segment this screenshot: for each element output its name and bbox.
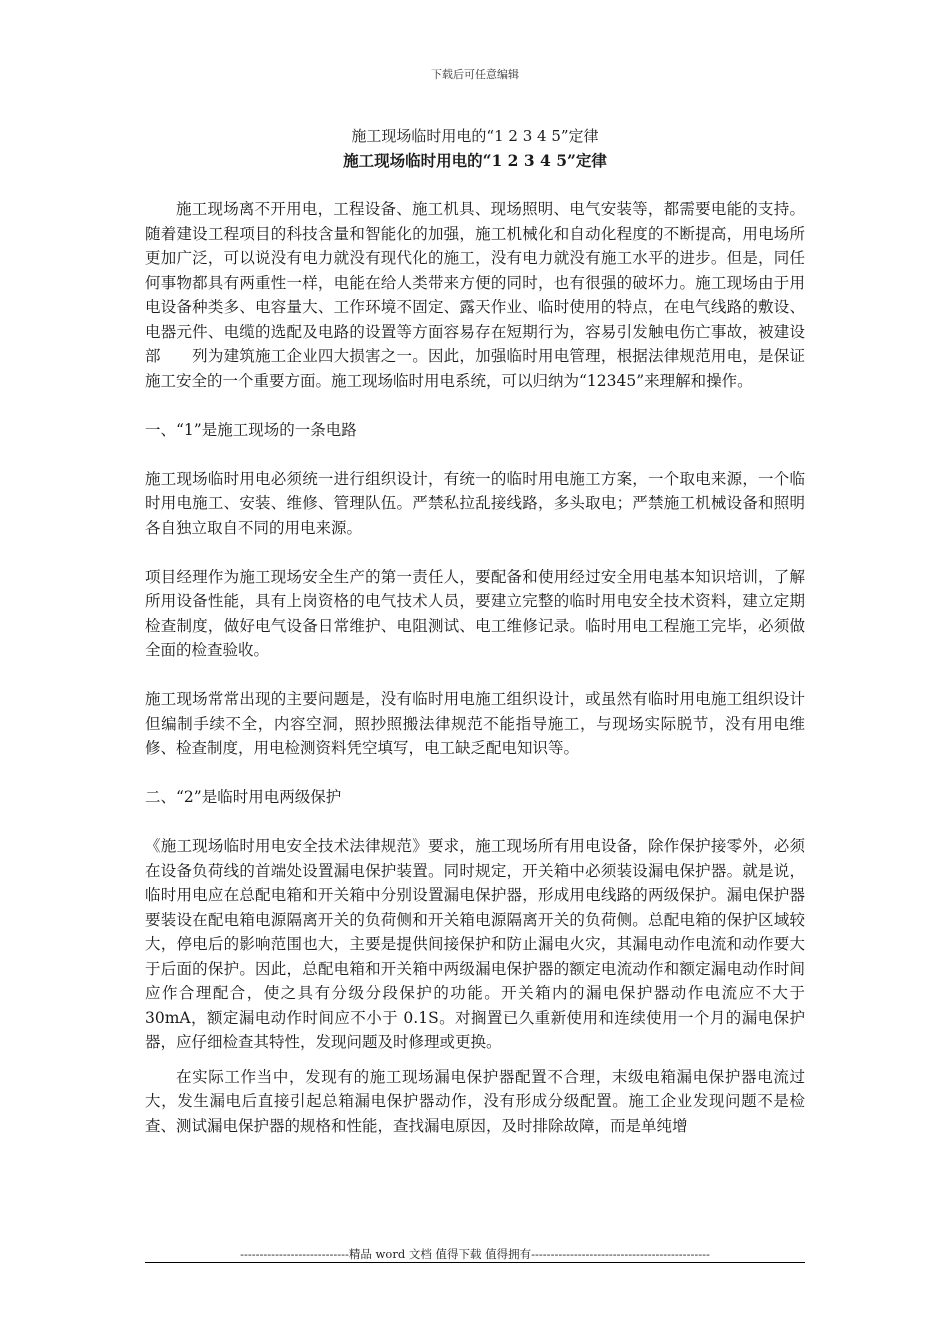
section-2-paragraph-2: 在实际工作当中，发现有的施工现场漏电保护器配置不合理，末级电箱漏电保护器电流过大，发生漏电后直接引起总箱漏电保护器动作，没有形成分级配置。施工企业发现问题不是检查、测试漏电保护器的规格和性能，查找漏电原因，及时排除故障，而是单纯增	[145, 1067, 805, 1135]
document-title: 施工现场临时用电的“1 2 3 4 5”定律	[351, 127, 599, 145]
intro-paragraph: 施工现场离不开用电，工程设备、施工机具、现场照明、电气安装等，都需要电能的支持。随着建设工程项目的科技含量和智能化的加强，施工机械化和自动化程度的不断提高，用电场所更加广泛，可以说没有电力就没有现代化的施工，没有电力就没有施工水平的进步。但是，同任何事物都具有两重性一样，电能在给人类带来方便的同时，也有很强的破坏力。施工现场由于用电设备种类多、电容量大、工作环境不固定、露天作业、临时使用的特点，在电气线路的敷设、电器元件、电缆的选配及电路的设置等方面容易存在短期行为，容易引发触电伤亡事故，被建设部 列为建筑施工企业四大损害之一。因此，加强临时用电管理，根据法律规范用电，是保证施工安全的一个重要方面。施工现场临时用电系统，可以归纳为“12345”来理解和操作。	[145, 200, 805, 390]
section-1-heading: 一、“1”是施工现场的一条电路	[145, 420, 357, 439]
section-1-paragraph-3: 施工现场常常出现的主要问题是，没有临时用电施工组织设计，或虽然有临时用电施工组织设计但编制手续不全，内容空洞，照抄照搬法律规范不能指导施工，与现场实际脱节，没有用电维修、检查制度，用电检测资料凭空填写，电工缺乏配电知识等。	[145, 690, 805, 757]
section-2-paragraph-1: 《施工现场临时用电安全技术法律规范》要求，施工现场所有用电设备，除作保护接零外，必须在设备负荷线的首端处设置漏电保护装置。同时规定，开关箱中必须装设漏电保护器。就是说，临时用电应在总配电箱和开关箱中分别设置漏电保护器，形成用电线路的两级保护。漏电保护器要装设在配电箱电源隔离开关的负荷侧和开关箱电源隔离开关的负荷侧。总配电箱的保护区域较大，停电后的影响范围也大，主要是提供间接保护和防止漏电火灾，其漏电动作电流和动作要大于后面的保护。因此，总配电箱和开关箱中两级漏电保护器的额定电流动作和额定漏电动作时间应作合理配合，使之具有分级分段保护的功能。开关箱内的漏电保护器动作电流应不大于 30mA，额定漏电动作时间应不小于 0.1S。对搁置已久重新使用和连续使用一个月的漏电保护器，应仔细检查其特性，发现问题及时修理或更换。	[145, 837, 805, 1051]
document-subtitle: 施工现场临时用电的“1 2 3 4 5”定律	[343, 150, 607, 170]
footer-divider	[145, 1262, 805, 1263]
section-1-paragraph-2: 项目经理作为施工现场安全生产的第一责任人，要配备和使用经过安全用电基本知识培训，了解所用设备性能，具有上岗资格的电气技术人员，要建立完整的临时用电安全技术资料，建立定期检查制度，做好电气设备日常维护、电阻测试、电工维修记录。临时用电工程施工完毕，必须做全面的检查验收。	[145, 567, 805, 659]
section-2-heading: 二、“2”是临时用电两级保护	[145, 788, 342, 806]
document-body	[145, 124, 805, 1163]
section-1-paragraph-1: 施工现场临时用电必须统一进行组织设计，有统一的临时用电施工方案，一个取电来源，一个临时用电施工、安装、维修、管理队伍。严禁私拉乱接线路，多头取电；严禁施工机械设备和照明各自独立取自不同的用电来源。	[145, 469, 805, 537]
page-footer-text: ----------------------------精品 word 文档 值得下载 值得拥有----------------------------------------------	[240, 1247, 710, 1261]
page-header-note: 下载后可任意编辑	[431, 68, 519, 81]
